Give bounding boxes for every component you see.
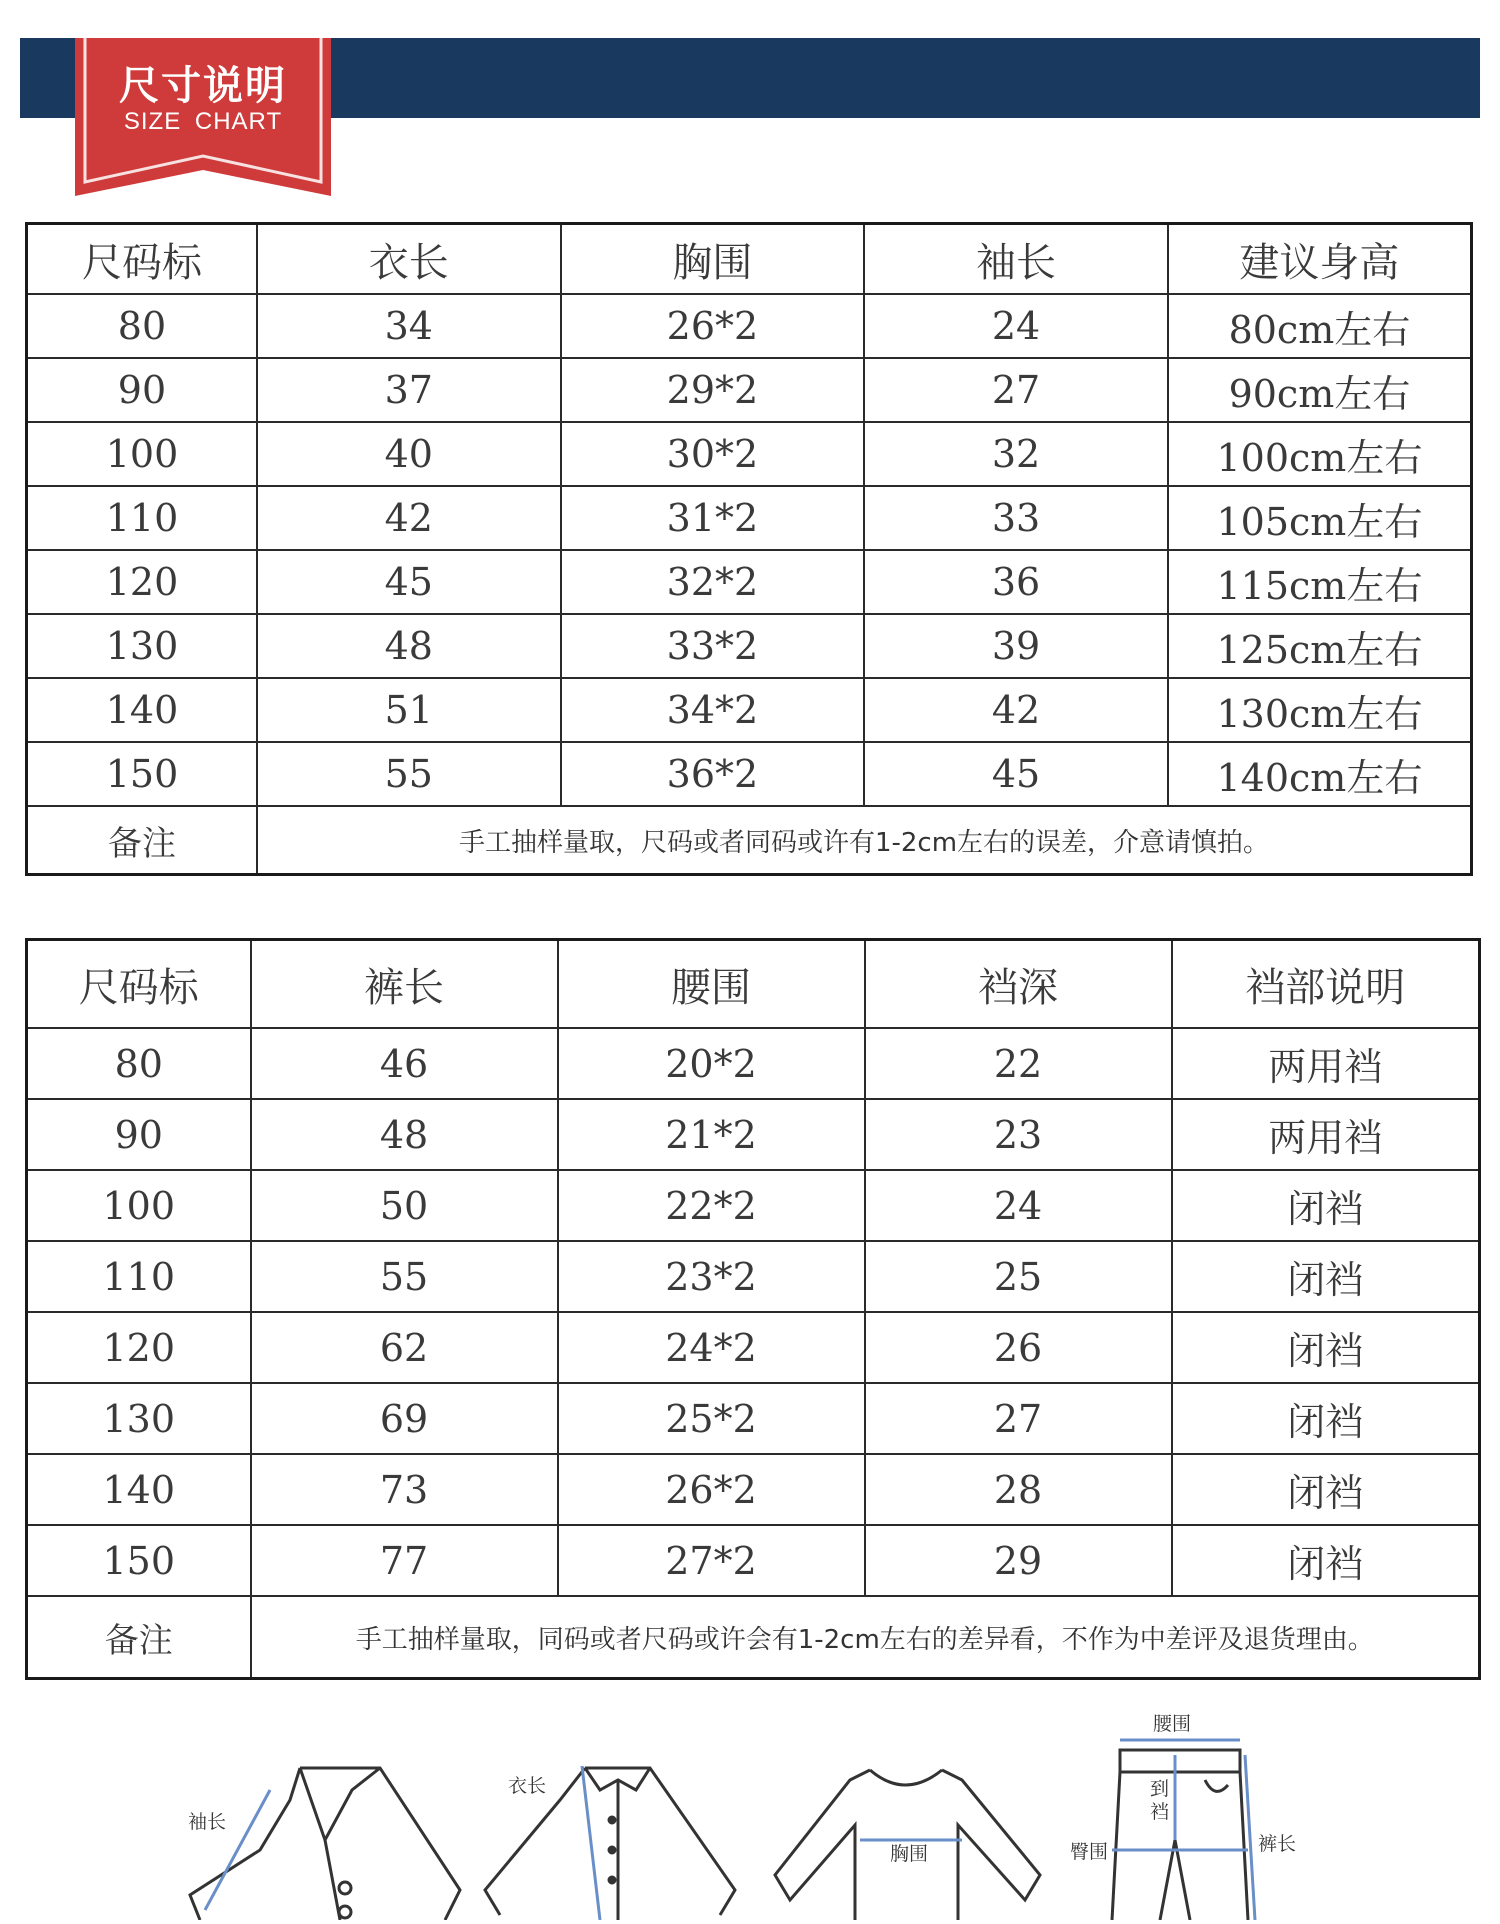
table-row bbox=[27, 550, 1472, 614]
header-cell: 袖长 bbox=[864, 224, 1168, 295]
table-cell: 27 bbox=[864, 358, 1168, 422]
table-row bbox=[27, 422, 1472, 486]
table-cell: 40 bbox=[257, 422, 561, 486]
table-cell: 100cm左右 bbox=[1168, 422, 1472, 486]
table-cell: 29 bbox=[865, 1525, 1172, 1596]
note-text: 手工抽样量取，尺码或者同码或许有1-2cm左右的误差，介意请慎拍。 bbox=[257, 806, 1472, 875]
table-cell: 80 bbox=[27, 1028, 251, 1099]
header-cell: 尺码标 bbox=[27, 940, 251, 1029]
table-row bbox=[27, 1099, 1480, 1170]
table-cell: 55 bbox=[257, 742, 561, 806]
length-label: 衣长 bbox=[508, 1775, 547, 1797]
banner-subtitle: SIZE CHART bbox=[123, 108, 283, 135]
table-cell: 闭裆 bbox=[1172, 1525, 1480, 1596]
table-cell: 22 bbox=[865, 1028, 1172, 1099]
diagrams-svg bbox=[0, 1700, 1500, 1920]
table-cell: 25*2 bbox=[558, 1383, 865, 1454]
table-cell: 45 bbox=[257, 550, 561, 614]
measurement-diagrams bbox=[0, 1700, 1500, 1920]
table-cell: 140 bbox=[27, 1454, 251, 1525]
table-cell: 105cm左右 bbox=[1168, 486, 1472, 550]
table-cell: 23 bbox=[865, 1099, 1172, 1170]
crotch-label-2: 裆 bbox=[1150, 1801, 1170, 1823]
table-cell: 两用裆 bbox=[1172, 1028, 1480, 1099]
note-text: 手工抽样量取，同码或者尺码或许会有1-2cm左右的差异看，不作为中差评及退货理由。 bbox=[251, 1596, 1480, 1679]
hip-label: 臀围 bbox=[1070, 1841, 1109, 1863]
table-cell: 29*2 bbox=[561, 358, 865, 422]
table-row bbox=[27, 1028, 1480, 1099]
header-cell: 尺码标 bbox=[27, 224, 257, 295]
table-cell: 34*2 bbox=[561, 678, 865, 742]
size-chart-ribbon bbox=[75, 38, 331, 196]
table-cell: 26 bbox=[865, 1312, 1172, 1383]
table-cell: 31*2 bbox=[561, 486, 865, 550]
table-cell: 闭裆 bbox=[1172, 1241, 1480, 1312]
table-cell: 闭裆 bbox=[1172, 1383, 1480, 1454]
table-cell: 90 bbox=[27, 358, 257, 422]
table-note-row bbox=[27, 806, 1472, 875]
table-row bbox=[27, 1454, 1480, 1525]
table-cell: 150 bbox=[27, 742, 257, 806]
table-row bbox=[27, 1525, 1480, 1596]
table-cell: 33 bbox=[864, 486, 1168, 550]
table-cell: 130cm左右 bbox=[1168, 678, 1472, 742]
table-cell: 23*2 bbox=[558, 1241, 865, 1312]
table-cell: 80cm左右 bbox=[1168, 294, 1472, 358]
table-cell: 33*2 bbox=[561, 614, 865, 678]
table-row bbox=[27, 614, 1472, 678]
bottom-size-table bbox=[25, 938, 1481, 1680]
table-cell: 73 bbox=[251, 1454, 558, 1525]
table-cell: 120 bbox=[27, 550, 257, 614]
table-cell: 50 bbox=[251, 1170, 558, 1241]
table-cell: 150 bbox=[27, 1525, 251, 1596]
table-cell: 闭裆 bbox=[1172, 1170, 1480, 1241]
table-cell: 100 bbox=[27, 422, 257, 486]
table-cell: 110 bbox=[27, 1241, 251, 1312]
table-cell: 48 bbox=[257, 614, 561, 678]
table-cell: 55 bbox=[251, 1241, 558, 1312]
table-cell: 28 bbox=[865, 1454, 1172, 1525]
table-cell: 125cm左右 bbox=[1168, 614, 1472, 678]
table-cell: 80 bbox=[27, 294, 257, 358]
table-header-row bbox=[27, 224, 1472, 295]
table-row bbox=[27, 1383, 1480, 1454]
table-cell: 115cm左右 bbox=[1168, 550, 1472, 614]
sleeve-label: 袖长 bbox=[188, 1811, 227, 1833]
table-cell: 90cm左右 bbox=[1168, 358, 1472, 422]
table-cell: 42 bbox=[864, 678, 1168, 742]
table-row bbox=[27, 1241, 1480, 1312]
table-row bbox=[27, 742, 1472, 806]
header-cell: 胸围 bbox=[561, 224, 865, 295]
note-label: 备注 bbox=[27, 1596, 251, 1679]
table-cell: 36 bbox=[864, 550, 1168, 614]
table-cell: 48 bbox=[251, 1099, 558, 1170]
table-cell: 42 bbox=[257, 486, 561, 550]
table-cell: 32*2 bbox=[561, 550, 865, 614]
table-cell: 140 bbox=[27, 678, 257, 742]
table-cell: 130 bbox=[27, 1383, 251, 1454]
table-cell: 26*2 bbox=[558, 1454, 865, 1525]
table-cell: 62 bbox=[251, 1312, 558, 1383]
table-row bbox=[27, 1170, 1480, 1241]
top-size-table bbox=[25, 222, 1473, 876]
crotch-label-1: 到 bbox=[1150, 1778, 1170, 1800]
table-cell: 25 bbox=[865, 1241, 1172, 1312]
table-cell: 90 bbox=[27, 1099, 251, 1170]
table-cell: 22*2 bbox=[558, 1170, 865, 1241]
table-row bbox=[27, 358, 1472, 422]
table-cell: 140cm左右 bbox=[1168, 742, 1472, 806]
table-cell: 24*2 bbox=[558, 1312, 865, 1383]
table-cell: 36*2 bbox=[561, 742, 865, 806]
table-cell: 34 bbox=[257, 294, 561, 358]
header-cell: 衣长 bbox=[257, 224, 561, 295]
header-cell: 裤长 bbox=[251, 940, 558, 1029]
table-cell: 26*2 bbox=[561, 294, 865, 358]
table-cell: 20*2 bbox=[558, 1028, 865, 1099]
table-cell: 120 bbox=[27, 1312, 251, 1383]
table-cell: 130 bbox=[27, 614, 257, 678]
table-cell: 45 bbox=[864, 742, 1168, 806]
table-cell: 24 bbox=[865, 1170, 1172, 1241]
table-row bbox=[27, 1312, 1480, 1383]
table-cell: 21*2 bbox=[558, 1099, 865, 1170]
table-cell: 24 bbox=[864, 294, 1168, 358]
table-cell: 两用裆 bbox=[1172, 1099, 1480, 1170]
table-cell: 30*2 bbox=[561, 422, 865, 486]
length-measure-line bbox=[582, 1766, 600, 1920]
table-cell: 闭裆 bbox=[1172, 1312, 1480, 1383]
table-cell: 77 bbox=[251, 1525, 558, 1596]
pants-diagram bbox=[1112, 1750, 1248, 1920]
table-cell: 51 bbox=[257, 678, 561, 742]
table-cell: 39 bbox=[864, 614, 1168, 678]
table-row bbox=[27, 486, 1472, 550]
header-cell: 腰围 bbox=[558, 940, 865, 1029]
table-cell: 27 bbox=[865, 1383, 1172, 1454]
chest-label: 胸围 bbox=[890, 1843, 929, 1865]
table-cell: 32 bbox=[864, 422, 1168, 486]
table-row bbox=[27, 678, 1472, 742]
table-cell: 69 bbox=[251, 1383, 558, 1454]
table-note-row bbox=[27, 1596, 1480, 1679]
table-cell: 27*2 bbox=[558, 1525, 865, 1596]
banner-title: 尺寸说明 bbox=[119, 63, 287, 109]
table-header-row bbox=[27, 940, 1480, 1029]
table-cell: 100 bbox=[27, 1170, 251, 1241]
header-cell: 裆深 bbox=[865, 940, 1172, 1029]
table-cell: 37 bbox=[257, 358, 561, 422]
note-label: 备注 bbox=[27, 806, 257, 875]
table-cell: 110 bbox=[27, 486, 257, 550]
table-row bbox=[27, 294, 1472, 358]
pants-length-label: 裤长 bbox=[1258, 1833, 1297, 1855]
header-cell: 建议身高 bbox=[1168, 224, 1472, 295]
table-cell: 闭裆 bbox=[1172, 1454, 1480, 1525]
table-cell: 46 bbox=[251, 1028, 558, 1099]
coat-diagram bbox=[190, 1768, 460, 1920]
header-cell: 裆部说明 bbox=[1172, 940, 1480, 1029]
waist-label: 腰围 bbox=[1153, 1713, 1192, 1735]
